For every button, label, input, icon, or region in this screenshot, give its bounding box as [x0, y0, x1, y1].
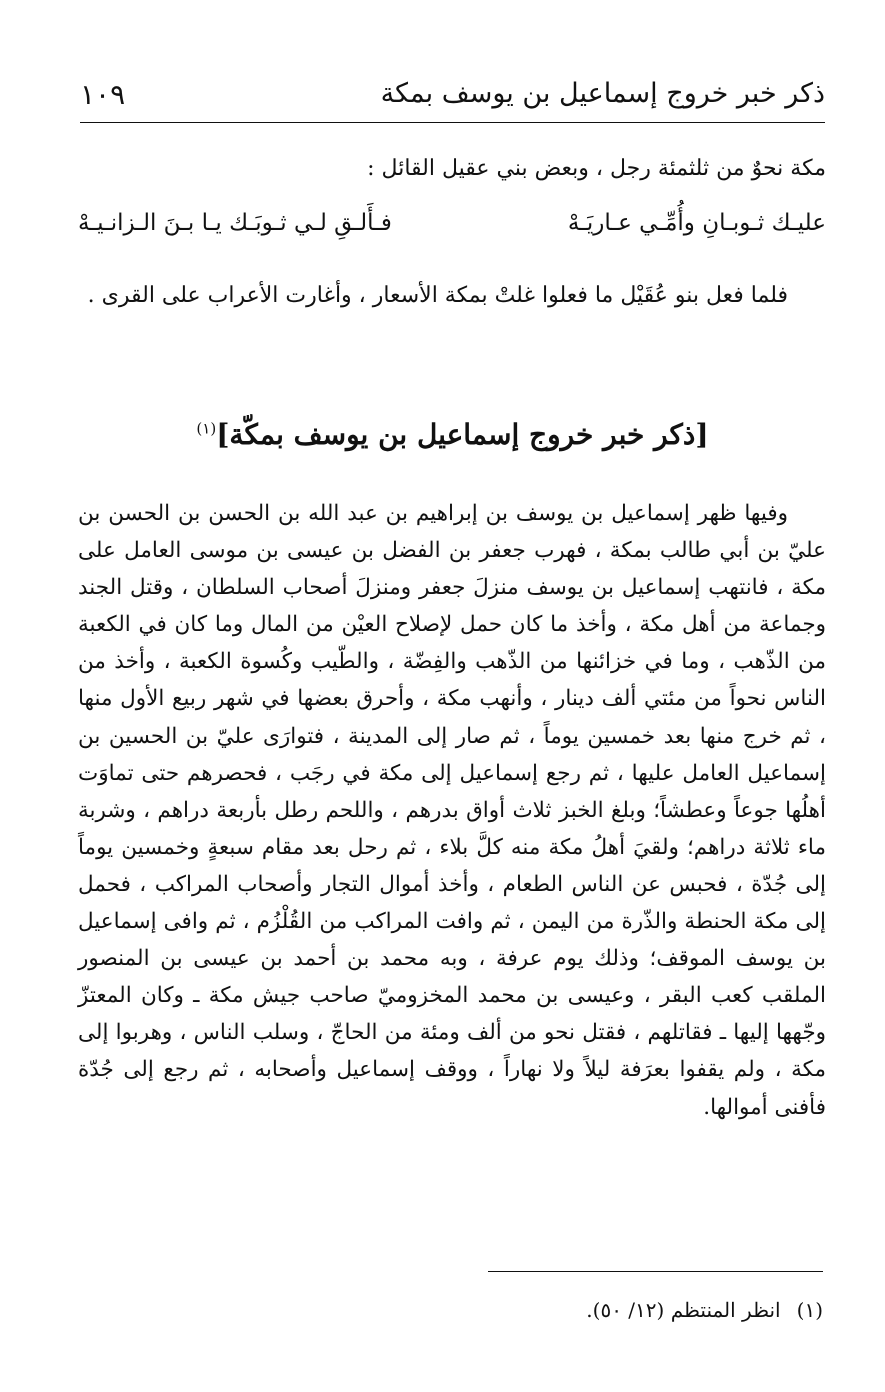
- section-heading: [80, 418, 825, 451]
- poem-hemistich-second: فـأَلـقِ لـي ثـوبَـك يـا بـنَ الـزانـيـهْ: [78, 210, 392, 236]
- running-header-title: ذكر خبر خروج إسماعيل بن يوسف بمكة: [380, 78, 825, 109]
- footnote-number: (١): [796, 1298, 823, 1322]
- footnote: [323, 1298, 823, 1322]
- paragraph-aftermath: فلما فعل بنو عُقَيْل ما فعلوا غلتْ بمكة الأسعار ، وأغارت الأعراب على القرى .: [87, 283, 788, 308]
- poem-verse: [78, 210, 826, 250]
- poem-hemistich-first: عليـك ثـوبـانِ وأُمِّـي عـاريَـهْ: [567, 210, 826, 236]
- header-divider: [80, 122, 825, 123]
- footnote-marker: (١): [196, 419, 217, 438]
- main-body-paragraph: وفيها ظهر إسماعيل بن يوسف بن إبراهيم بن عبد الله بن الحسن بن الحسن بن عليّ بن أبي طالب بمكة ، فهرب جعفر بن الفضل بن عيسى بن موسى العامل على مكة ، فانتهب إسماعيل بن يوسف منزلَ جعفر ومنزلَ أصحاب السلطان ، وقتل الجند وجماعة من أهل مكة ، وأخذ ما كان حمل لإصلاح العيْن من المال وما كان في الكعبة من الذّهب ، وما في خزائنها من الذّهب والفِضّة ، والطّيب وكُسوة الكعبة ، وأخذ من الناس نحواً من مئتي ألف دينار ، وأنهب مكة ، وأحرق بعضها في شهر ربيع الأول منها ، ثم خرج منها بعد خمسين يوماً ، ثم صار إلى المدينة ، فتوارَى عليّ بن الحسين بن إسماعيل العامل عليها ، ثم رجع إسماعيل إلى مكة في رجَب ، فحصرهم حتى تماوَت أهلُها جوعاً وعطشاً؛ وبلغ الخبز ثلاث أواق بدرهم ، واللحم رطل بأربعة دراهم ، وشربة ماء ثلاثة دراهم؛ ولقيَ أهلُ مكة منه كلَّ بلاء ، ثم رحل بعد مقام سبعةٍ وخمسين يوماً إلى جُدّة ، فحبس عن الناس الطعام ، وأخذ أموال التجار وأصحاب المراكب ، فحمل إلى مكة الحنطة والذّرة من اليمن ، ثم وافت المراكب من القُلْزُم ، ثم وافى إسماعيل بن يوسف الموقف؛ وذلك يوم عرفة ، وبه محمد بن أحمد بن عيسى بن المنصور الملقب كعب البقر ، وعيسى بن محمد المخزوميّ صاحب جيش مكة ـ وكان المعتزّ وجّهها إليها ـ فقاتلهم ، فقتل نحو من ألف ومئة من الحاجّ ، وسلب الناس ، وهربوا إلى مكة ، ولم يقفوا بعرَفة ليلاً ولا نهاراً ، ووقف إسماعيل وأصحابه ، ثم رجع إلى جُدّة فأفنى أموالها.: [78, 501, 826, 1120]
- running-header: [80, 78, 825, 122]
- intro-line: مكة نحوٌ من ثلثمئة رجل ، وبعض بني عقيل القائل :: [367, 156, 826, 181]
- footnote-text: انظر المنتظم (١٢/ ٥٠).: [586, 1298, 781, 1322]
- section-heading-text: [ذكر خبر خروج إسماعيل بن يوسف بمكّة]: [216, 418, 709, 451]
- page-number: ١٠٩: [80, 78, 126, 111]
- footnote-divider: [488, 1271, 823, 1272]
